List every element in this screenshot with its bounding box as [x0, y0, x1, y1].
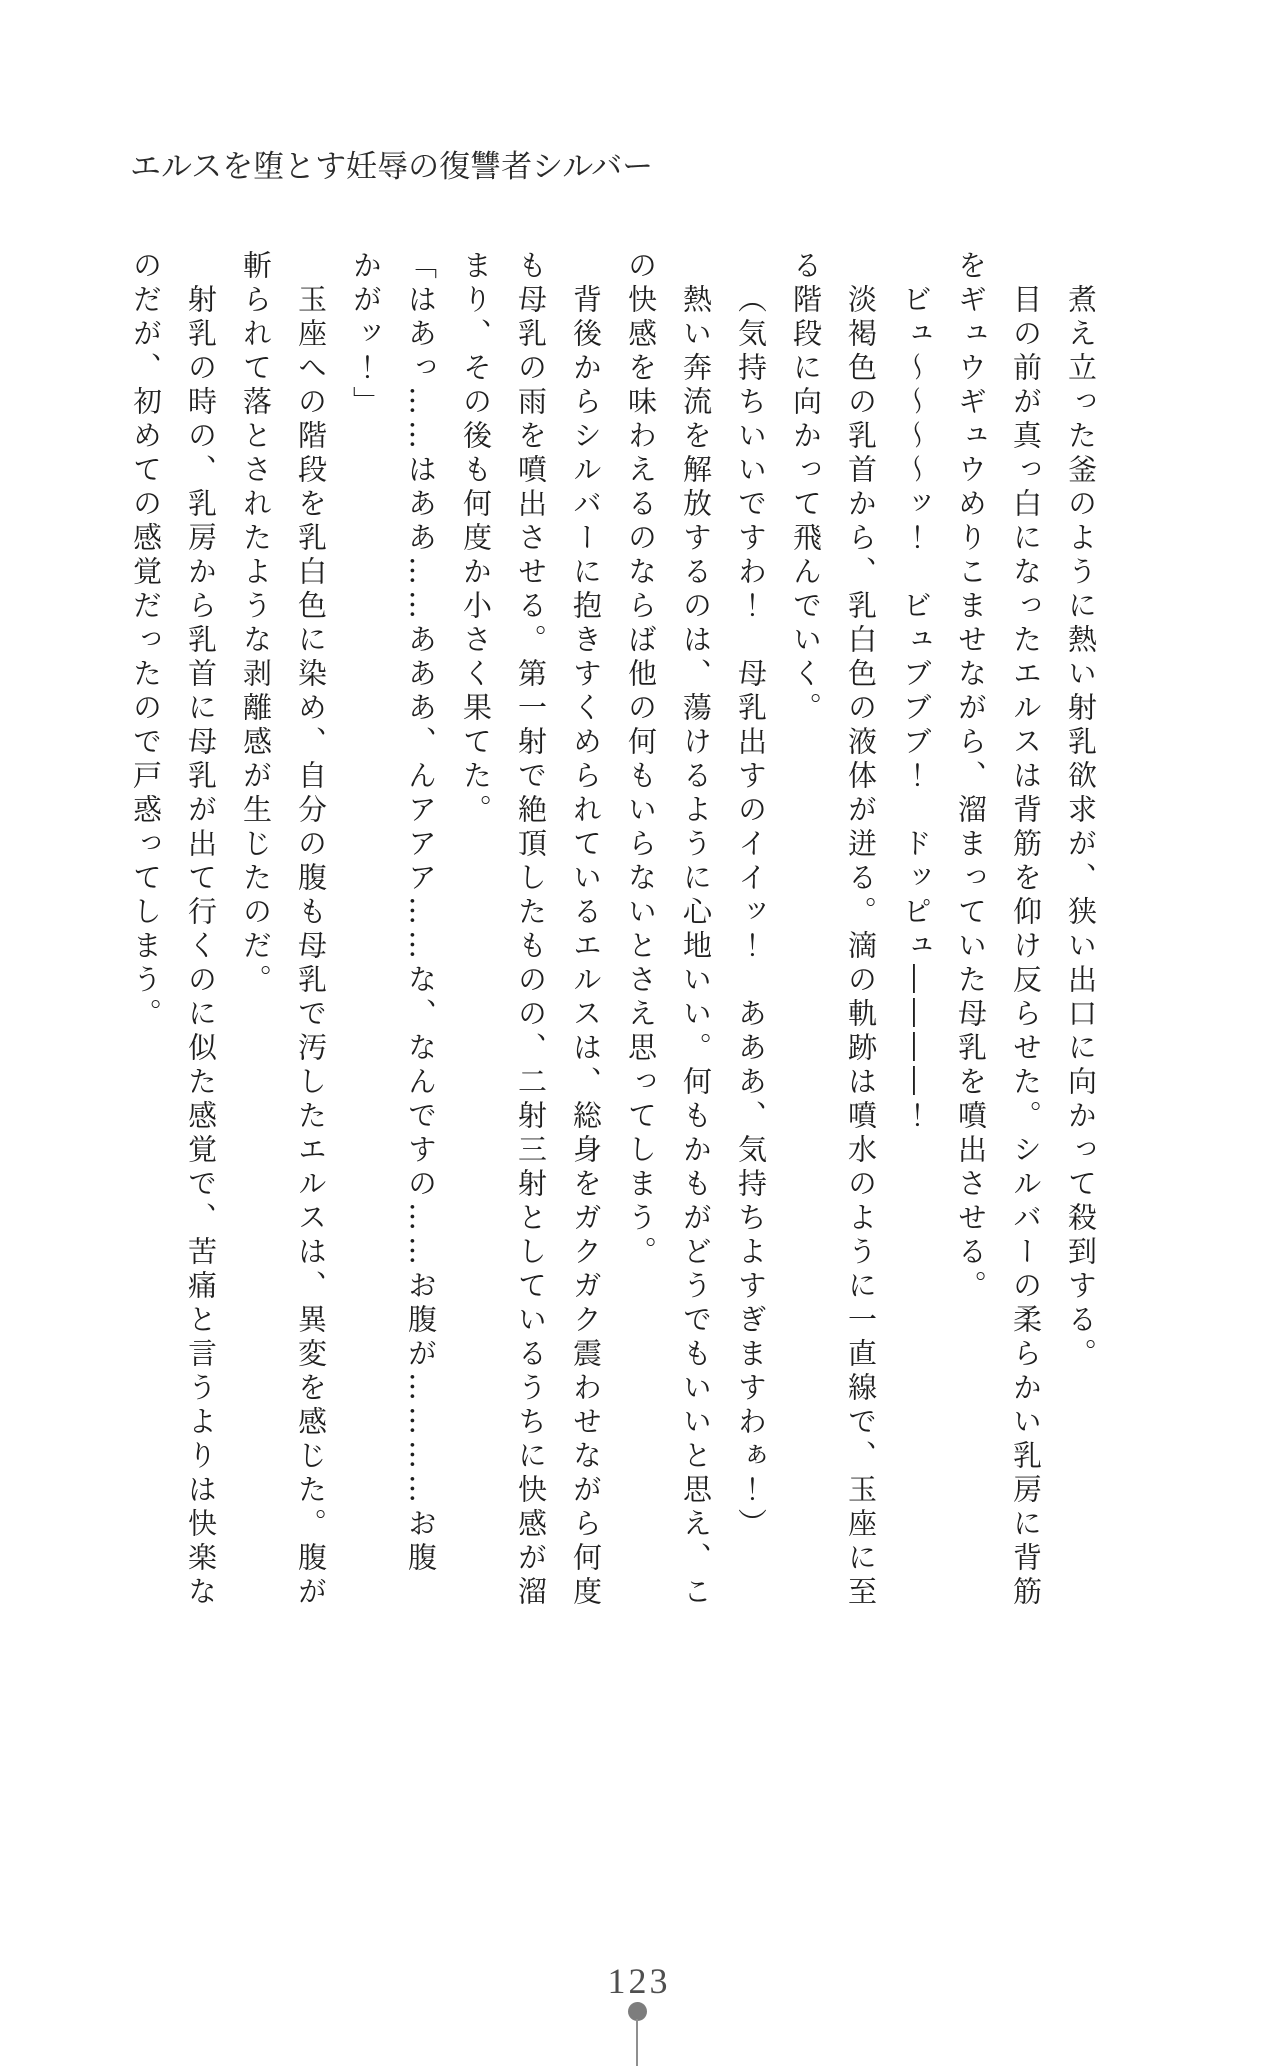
- paragraph-4: 淡褐色の乳首から、乳白色の液体が迸る。滴の軌跡は噴水のように一直線で、玉座に至る階段に向かって飛んでいく。: [789, 250, 878, 1610]
- paragraph-1: 煮え立った釜のように熱い射乳欲求が、狭い出口に向かって殺到する。: [1064, 284, 1098, 1372]
- paragraph-10: 射乳の時の、乳房から乳首に母乳が出て行くのに似た感覚で、苦痛と言うよりは快楽なのだが、初めての感覚だったので戸惑ってしまう。: [129, 250, 218, 1610]
- footer-rule-line: [636, 2019, 638, 2066]
- paragraph-2: 目の前が真っ白になったエルスは背筋を仰け反らせた。シルバーの柔らかい乳房に背筋をギュウギュウめりこませながら、溜まっていた母乳を噴出させる。: [954, 250, 1043, 1610]
- main-text-block: [118, 250, 1108, 1618]
- paragraph-7: 背後からシルバーに抱きすくめられているエルスは、総身をガクガク震わせながら何度も母乳の雨を噴出させる。第一射で絶頂したものの、二射三射としているうちに快感が溜まり、その後も何度か小さく果てた。: [459, 250, 603, 1610]
- page-number: 123: [607, 1961, 671, 2001]
- paragraph-5: （気持ちいいですわ！ 母乳出すのイイッ！ あああ、気持ちよすぎますわぁ！）: [734, 284, 768, 1542]
- paragraph-8-dialogue: 「はあっ……はああ……あああ、んアアア……な、なんですの……お腹が…………お腹かがッ！」: [349, 250, 438, 1576]
- paragraph-9: 玉座への階段を乳白色に染め、自分の腹も母乳で汚したエルスは、異変を感じた。腹が斬られて落とされたような剥離感が生じたのだ。: [239, 250, 328, 1610]
- running-header: エルスを堕とす妊辱の復讐者シルバー: [130, 149, 654, 185]
- paragraph-6: 熱い奔流を解放するのは、蕩けるように心地いい。何もかもがどうでもいいと思え、この快感を味わえるのならば他の何もいらないとさえ思ってしまう。: [624, 250, 713, 1610]
- paragraph-3: ビュ～～～～ッ！ ビュブブブ！ ドッピュ――――！: [899, 284, 933, 1134]
